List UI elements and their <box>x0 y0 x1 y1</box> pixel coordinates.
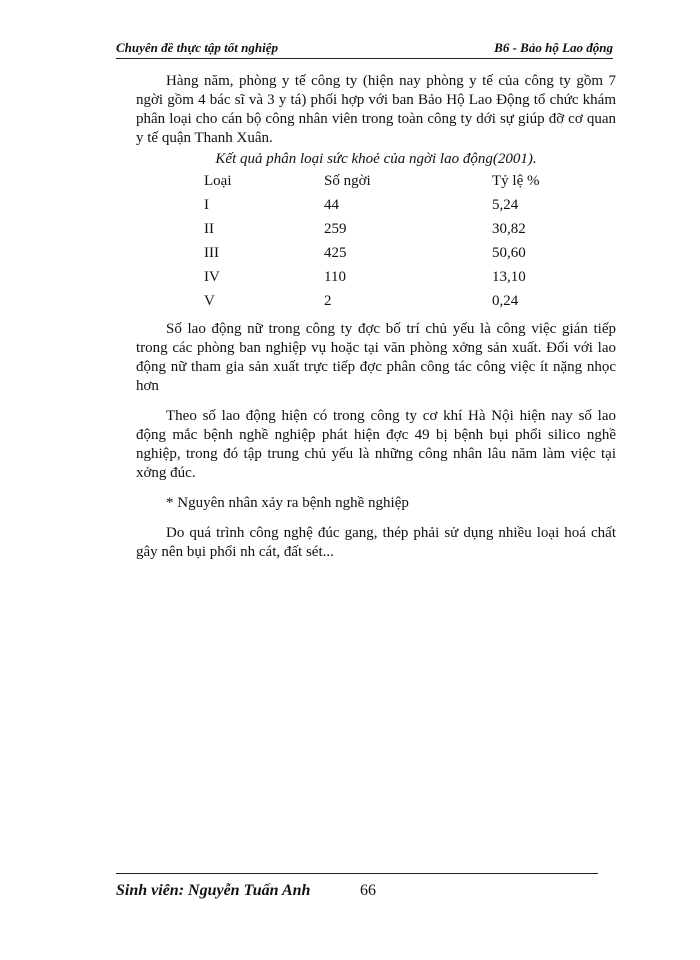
page-footer <box>116 873 598 914</box>
cell-count: 110 <box>324 269 346 285</box>
cell-percent: 13,10 <box>492 269 526 285</box>
paragraph-occupational-disease: Theo số lao động hiện có trong công ty cơ khí Hà Nội hiện nay số lao động mắc bệnh nghề nghiệp phát hiện đợc 49 bị bệnh bụi phổi silico nghề nghiệp, trong đó tập trung chủ yếu là những công nhân lâu năm làm việc tại xởng đúc. <box>136 408 616 481</box>
table-row <box>136 196 616 220</box>
table-row <box>136 244 616 268</box>
paragraph-female-workers: Số lao động nữ trong công ty đợc bố trí chủ yếu là công việc gián tiếp trong các phòng ban nghiệp vụ hoặc tại văn phòng xởng sản xuất. Đối với lao động nữ tham gia sản xuất trực tiếp đợc phân công tác công việc ít nặng nhọc hơn <box>136 321 616 394</box>
footer-student-name: Sinh viên: Nguyễn Tuấn Anh <box>116 882 311 899</box>
page-number: 66 <box>360 882 376 899</box>
health-classification-table <box>136 172 616 320</box>
cell-class: III <box>204 245 219 261</box>
cell-percent: 5,24 <box>492 197 519 213</box>
header-section: B6 - Bảo hộ Lao động <box>494 40 613 55</box>
cell-percent: 30,82 <box>492 221 526 237</box>
table-row <box>136 220 616 244</box>
cell-class: I <box>204 197 209 213</box>
header-title: Chuyên đề thực tập tốt nghiệp <box>116 40 278 55</box>
page-header <box>116 38 613 59</box>
cell-percent: 50,60 <box>492 245 526 261</box>
cell-class: IV <box>204 269 220 285</box>
table-row <box>136 292 616 316</box>
table-row <box>136 268 616 292</box>
page-body <box>136 72 616 562</box>
paragraph-cause-detail: Do quá trình công nghệ đúc gang, thép phải sử dụng nhiều loại hoá chất gây nên bụi phổi nh cát, đất sét... <box>136 525 616 560</box>
cell-percent: 0,24 <box>492 293 519 309</box>
paragraph-cause-heading: * Nguyên nhân xảy ra bệnh nghề nghiệp <box>166 495 409 511</box>
table-caption: Kết quả phân loại sức khoẻ của ngời lao động(2001). <box>215 151 537 167</box>
column-header-class: Loại <box>204 173 232 189</box>
cell-count: 44 <box>324 197 339 213</box>
column-header-count: Số ngời <box>324 173 371 189</box>
cell-class: II <box>204 221 214 237</box>
table-header-row <box>136 172 616 196</box>
cell-count: 259 <box>324 221 347 237</box>
cell-count: 425 <box>324 245 347 261</box>
cell-class: V <box>204 293 215 309</box>
column-header-percent: Tỷ lệ % <box>492 173 540 189</box>
cell-count: 2 <box>324 293 332 309</box>
paragraph-health-check: Hàng năm, phòng y tế công ty (hiện nay phòng y tế của công ty gồm 7 ngời gồm 4 bác sĩ và 3 y tá) phối hợp với ban Bảo Hộ Lao Động tổ chức khám phân loại cho cán bộ công nhân viên trong toàn công ty dới sự giúp đỡ cơ quan y tế quận Thanh Xuân. <box>136 73 616 146</box>
